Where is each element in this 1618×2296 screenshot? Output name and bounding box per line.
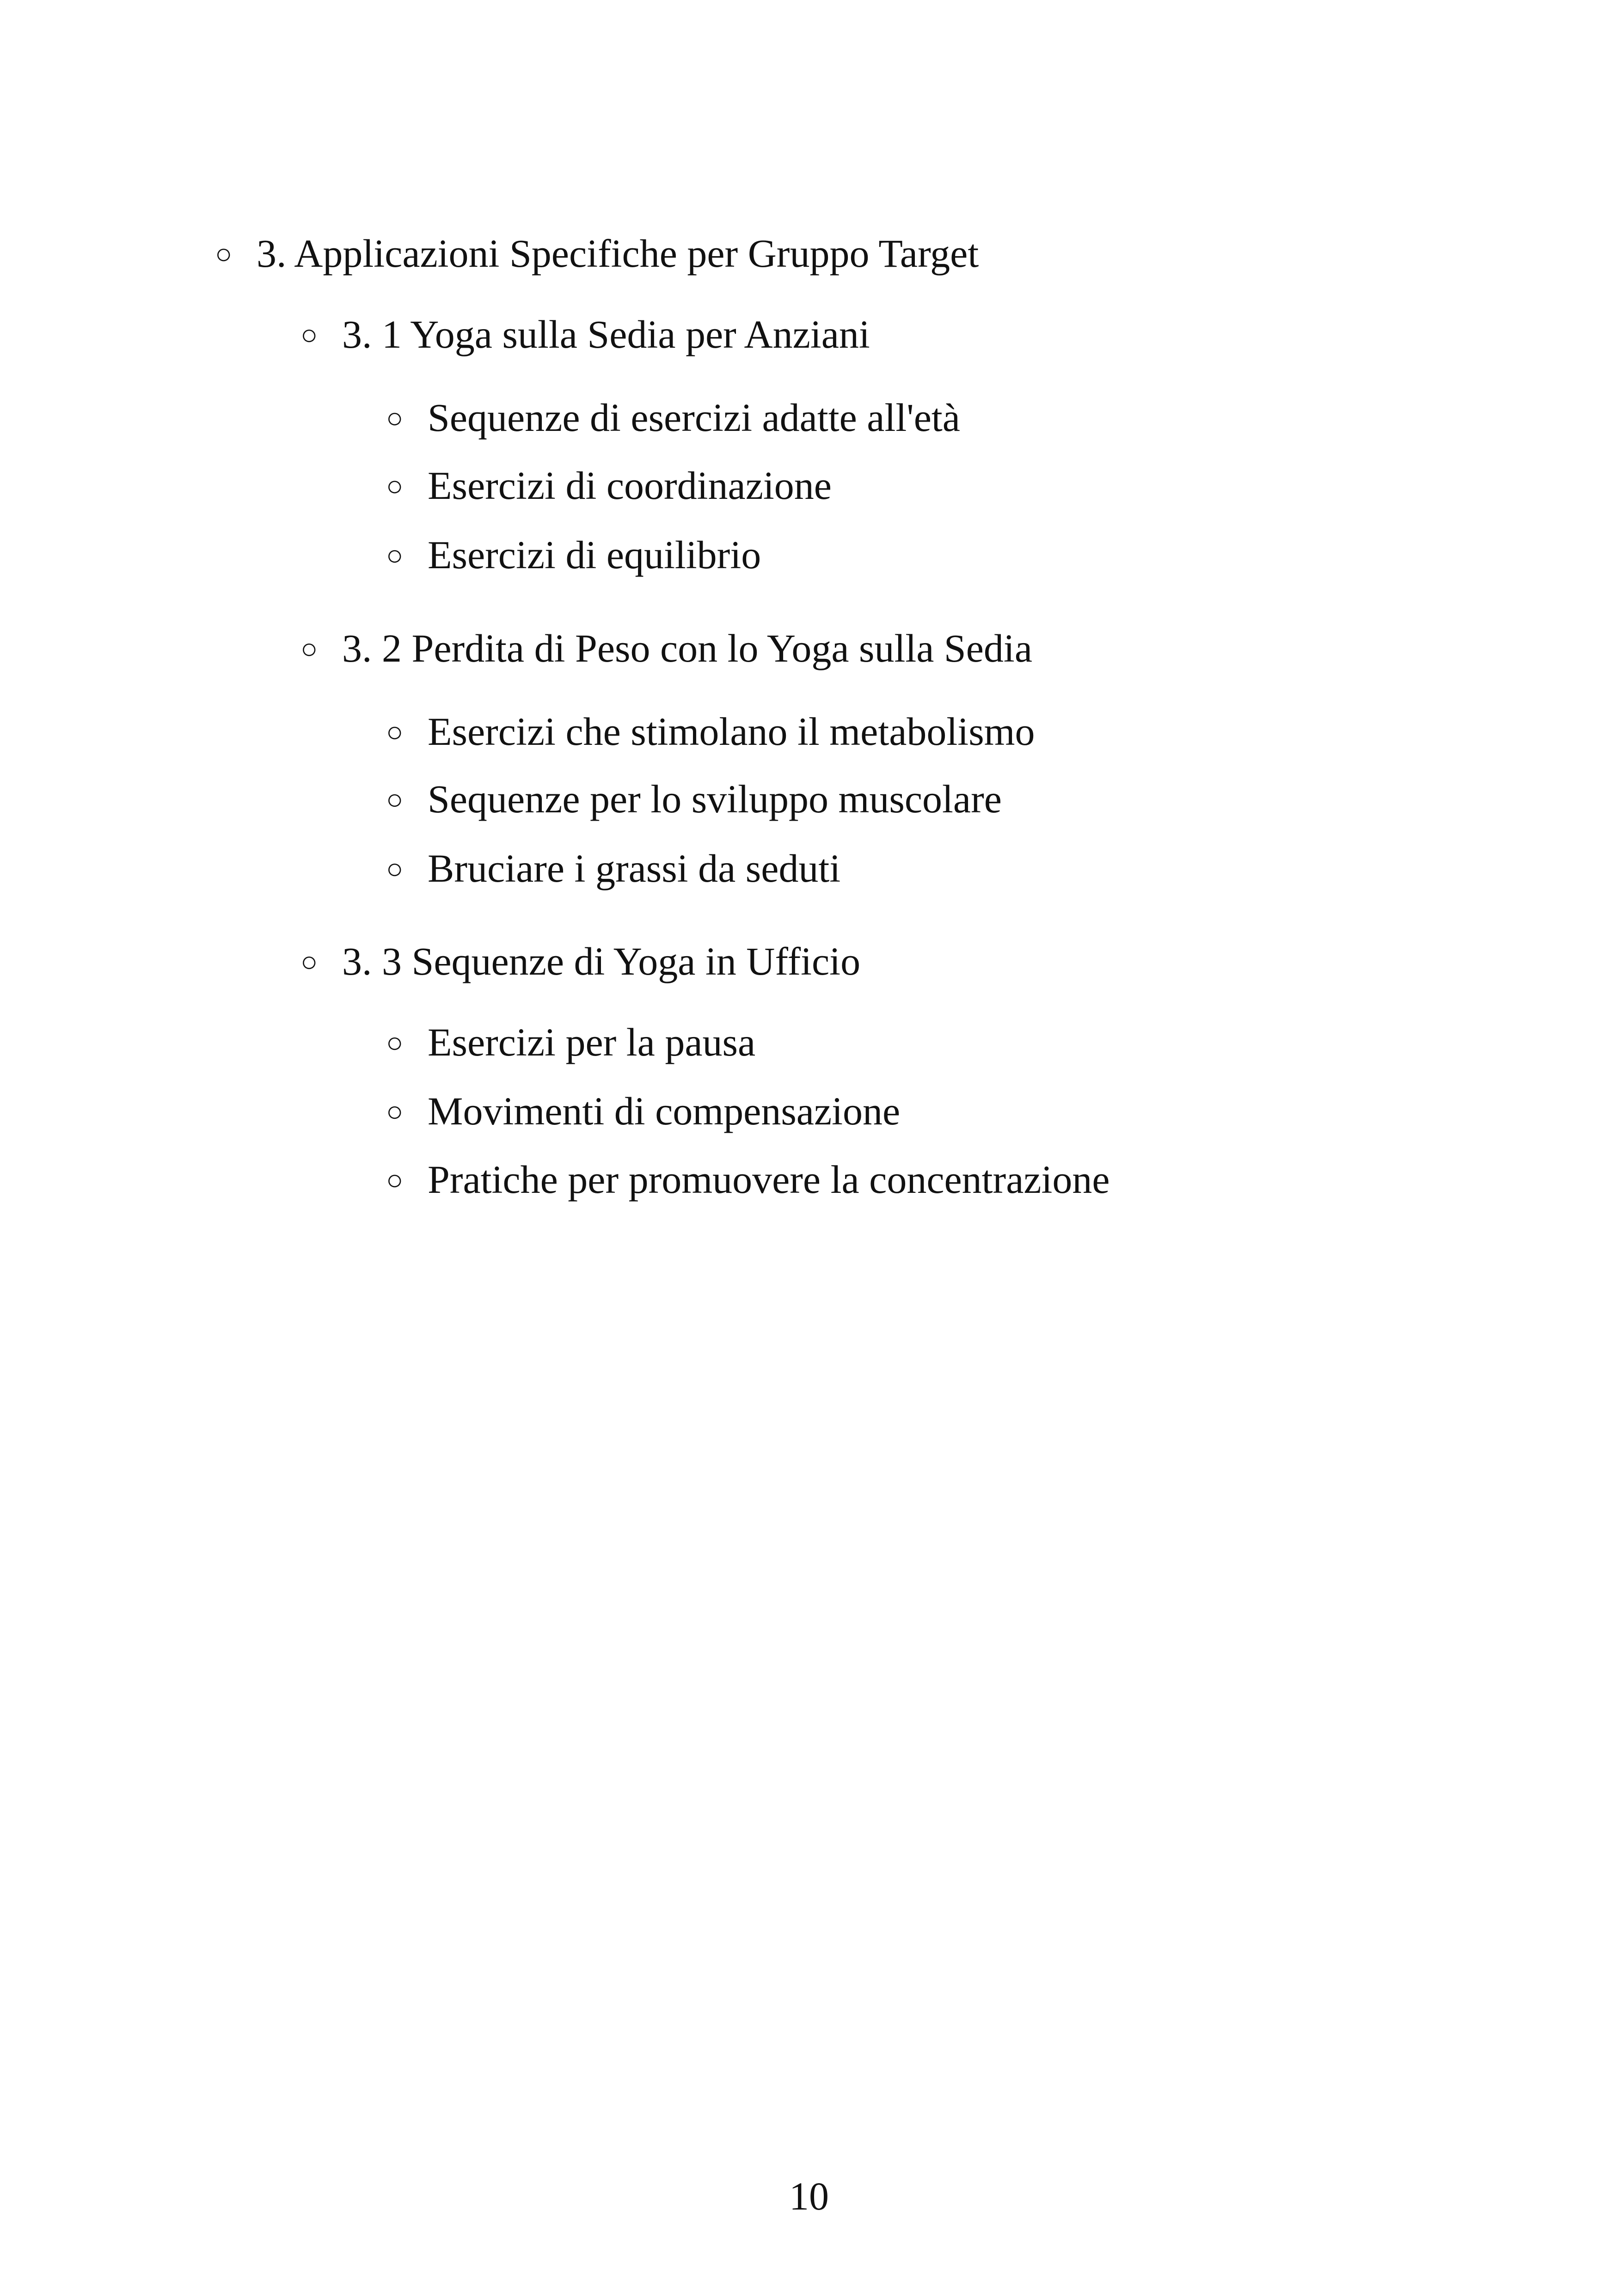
list-bullet-icon: ○	[386, 1096, 404, 1128]
list-item: Esercizi per la pausa	[428, 1020, 756, 1064]
list-item: Pratiche per promuovere la concentrazione	[428, 1157, 1110, 1202]
subsection-heading: 3. 2 Perdita di Peso con lo Yoga sulla Sedia	[342, 626, 1032, 670]
list-bullet-icon: ○	[386, 1027, 404, 1059]
list-bullet-icon: ○	[386, 717, 404, 748]
list-item: Esercizi di coordinazione	[428, 463, 832, 508]
list-bullet-icon: ○	[215, 239, 233, 270]
list-bullet-icon: ○	[386, 784, 404, 816]
list-item: Esercizi che stimolano il metabolismo	[428, 709, 1035, 754]
list-bullet-icon: ○	[300, 319, 318, 351]
list-bullet-icon: ○	[386, 540, 404, 571]
list-item: Esercizi di equilibrio	[428, 533, 761, 577]
list-bullet-icon: ○	[300, 633, 318, 665]
page-number: 10	[789, 2174, 829, 2218]
list-item: Movimenti di compensazione	[428, 1089, 901, 1133]
subsection-heading: 3. 3 Sequenze di Yoga in Ufficio	[342, 939, 861, 983]
list-bullet-icon: ○	[386, 403, 404, 434]
list-item: Sequenze per lo sviluppo muscolare	[428, 777, 1002, 821]
list-item: Sequenze di esercizi adatte all'età	[428, 395, 960, 440]
section-heading: 3. Applicazioni Specifiche per Gruppo Target	[257, 231, 979, 276]
list-bullet-icon: ○	[386, 1165, 404, 1196]
list-bullet-icon: ○	[386, 471, 404, 502]
list-bullet-icon: ○	[300, 946, 318, 978]
list-bullet-icon: ○	[386, 853, 404, 885]
list-item: Bruciare i grassi da seduti	[428, 846, 841, 890]
subsection-heading: 3. 1 Yoga sulla Sedia per Anziani	[342, 312, 870, 356]
